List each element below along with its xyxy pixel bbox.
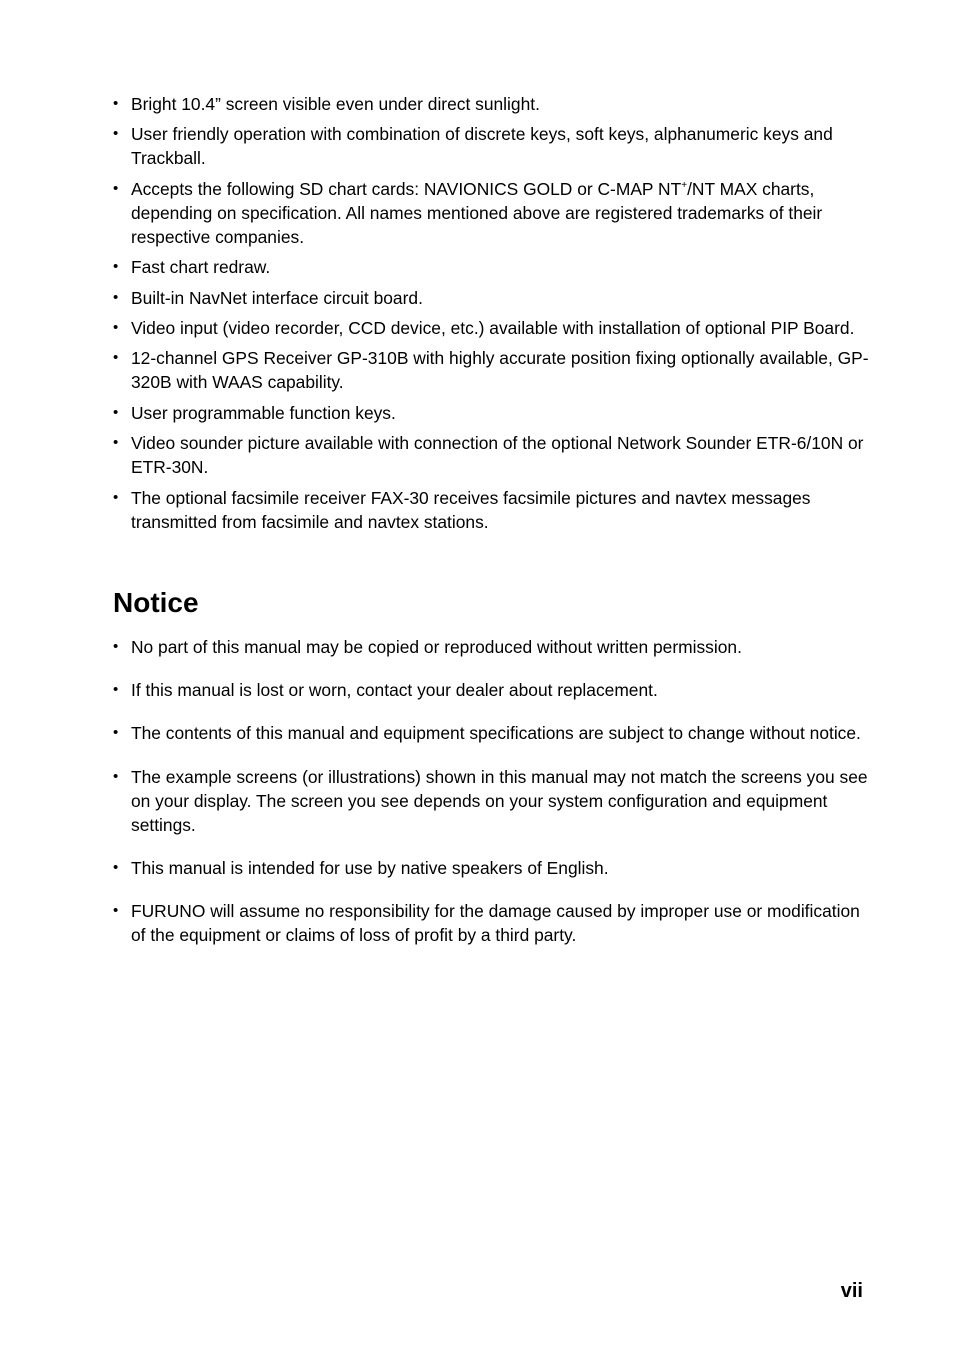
list-item-text: If this manual is lost or worn, contact your dealer about replacement. — [131, 680, 658, 701]
bullet-icon: • — [113, 638, 119, 655]
list-item — [113, 721, 873, 745]
bullet-icon: • — [113, 179, 119, 197]
page-number: vii — [840, 1280, 863, 1302]
notice-list — [113, 635, 873, 966]
list-item — [113, 316, 873, 340]
superscript-plus: + — [681, 179, 688, 191]
list-item — [113, 346, 873, 394]
list-item-text: The contents of this manual and equipment specifications are subject to change without notice. — [131, 723, 861, 744]
bullet-icon: • — [113, 858, 119, 876]
list-item-text: Built-in NavNet interface circuit board. — [131, 287, 423, 308]
list-item — [113, 255, 873, 279]
bullet-icon: • — [113, 318, 119, 336]
bullet-icon: • — [113, 434, 119, 452]
list-item — [113, 856, 873, 880]
list-item — [113, 635, 873, 659]
list-item-text: User friendly operation with combination of discrete keys, soft keys, alphanumeric keys and Trackball. — [131, 124, 833, 169]
bullet-icon: • — [113, 95, 119, 112]
bullet-icon: • — [113, 258, 119, 276]
list-item-text: Fast chart redraw. — [131, 257, 271, 278]
bullet-icon: • — [113, 125, 119, 143]
list-item — [113, 431, 873, 479]
list-item-text: This manual is intended for use by native speakers of English. — [131, 857, 609, 878]
bullet-icon: • — [113, 403, 119, 421]
list-item — [113, 177, 873, 249]
list-item — [113, 92, 873, 116]
bullet-icon: • — [113, 681, 119, 699]
list-item-text: No part of this manual may be copied or reproduced without written permission. — [131, 637, 742, 657]
list-item — [113, 401, 873, 425]
list-item-text: The example screens (or illustrations) shown in this manual may not match the screens you see on your display. The screen you see depends on your system configuration and equipment settings. — [131, 766, 868, 835]
bullet-icon: • — [113, 767, 119, 785]
list-item-text: FURUNO will assume no responsibility for the damage caused by improper use or modification of the equipment or claims of loss of profit by a third party. — [131, 900, 860, 945]
list-item — [113, 678, 873, 702]
list-item — [113, 899, 873, 947]
bullet-icon: • — [113, 901, 119, 919]
list-item-text: The optional facsimile receiver FAX-30 receives facsimile pictures and navtex messages transmitted from facsimile and navtex stations. — [131, 487, 811, 532]
bullet-icon: • — [113, 288, 119, 306]
list-item — [113, 122, 873, 170]
feature-list — [113, 92, 873, 540]
list-item-text: Video input (video recorder, CCD device, etc.) available with installation of optional PIP Board. — [131, 317, 855, 338]
list-item-text: Accepts the following SD chart cards: NAVIONICS GOLD or C-MAP NT — [131, 178, 682, 199]
bullet-icon: • — [113, 349, 119, 367]
list-item — [113, 486, 873, 534]
list-item-text-continued: /NT MAX charts, depending on specification. All names mentioned above are registered trademarks of their respective companies. — [131, 178, 823, 247]
list-item-text: Bright 10.4” screen visible even under direct sunlight. — [131, 94, 540, 114]
list-item — [113, 765, 873, 837]
notice-heading: Notice — [113, 587, 199, 618]
bullet-icon: • — [113, 724, 119, 742]
list-item-text: Video sounder picture available with connection of the optional Network Sounder ETR-6/10N or ETR-30N. — [131, 433, 864, 478]
list-item — [113, 286, 873, 310]
bullet-icon: • — [113, 488, 119, 506]
list-item-text: User programmable function keys. — [131, 402, 396, 423]
list-item-text: 12-channel GPS Receiver GP-310B with highly accurate position fixing optionally available, GP-320B with WAAS capability. — [131, 348, 869, 393]
